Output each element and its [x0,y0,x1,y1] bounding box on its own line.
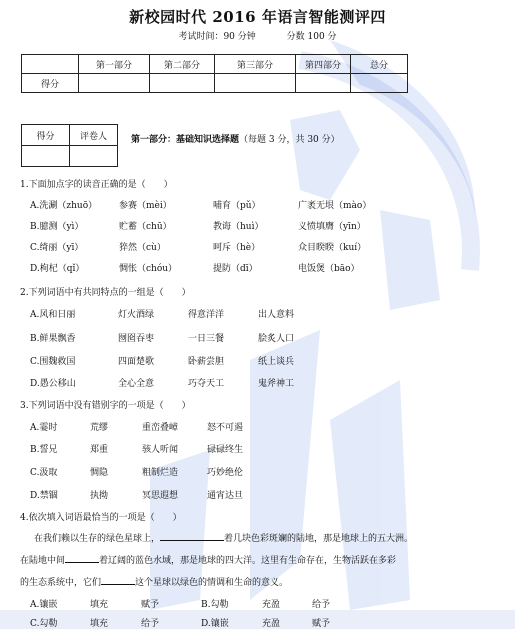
q2-option-c-4: 纸上谈兵 [258,357,295,367]
q2-option-d-3: 巧夺天工 [188,379,225,389]
q3-option-d-1: D.禁锢 [30,491,58,501]
q2-option-c-3: 卧薪尝胆 [188,357,225,367]
q3-option-b-2: 郑重 [90,445,109,455]
q4-blank-3 [101,575,135,585]
score-header-part4: 第四部分 [296,55,351,74]
question-2-stem: 2.下列词语中有共同特点的一组是（ ） [20,288,191,298]
q1-option-a-1: A.洗涮（zhuō） [30,201,98,211]
section-note: （每题 3 分，共 30 分） [239,135,340,145]
q1-option-a-4: 广袤无垠（mào） [298,201,372,211]
q4-option-b-1: B.勾勒 [201,600,229,610]
q4-option-a-1: A.镶嵌 [30,600,58,610]
q3-option-d-2: 执拗 [90,491,109,501]
q2-option-b-2: 囫囵吞枣 [118,334,155,344]
q1-option-c-3: 呵斥（hè） [213,243,261,253]
section-heading [131,132,340,145]
score-table-score-row [22,74,408,93]
q4-option-d-1: D.镶嵌 [201,619,229,629]
q1-option-a-2: 参赛（mèi） [119,201,172,211]
q2-option-d-1: D.愚公移山 [30,379,76,389]
q4-passage-part: 的生态系统中，它们 [20,578,102,588]
score-header-part2: 第二部分 [150,55,215,74]
q2-option-c-1: C.围魏救国 [30,357,76,367]
grader-box [21,124,118,167]
q2-option-d-2: 全心全意 [118,379,155,389]
score-header-part3: 第三部分 [215,55,296,74]
q1-option-b-1: B.臆测（yì） [30,222,84,232]
score-row-label: 得分 [22,74,79,93]
q1-option-d-4: 电饭煲（bāo） [298,264,360,274]
q2-option-d-4: 鬼斧神工 [258,379,295,389]
exam-info [0,29,515,42]
q3-option-b-4: 碌碌终生 [207,445,244,455]
q1-option-c-2: 猝然（cù） [119,243,166,253]
q4-option-c-2: 填充 [90,619,109,629]
section-title: 第一部分：基础知识选择题 [131,135,240,145]
q4-option-a-2: 填充 [90,600,109,610]
q3-option-a-2: 荒缪 [90,423,109,433]
q1-option-d-3: 提防（dī） [213,264,258,274]
question-3-stem: 3.下列词语中没有错别字的一项是（ ） [20,401,191,411]
q4-option-d-2: 充盈 [262,619,281,629]
q3-option-b-1: B.誓兄 [30,445,58,455]
q3-option-a-3: 重峦叠嶂 [142,423,179,433]
q3-option-c-3: 粗制烂造 [142,468,179,478]
q3-option-c-2: 惆隐 [90,468,109,478]
q3-option-a-4: 怒不可遏 [207,423,244,433]
q1-option-b-2: 贮蓄（chū） [119,222,172,232]
score-cell-part2 [150,74,215,93]
grader-name-label: 评卷人 [70,125,118,146]
exam-total-score: 分数 100 分 [286,32,337,42]
score-table [21,54,408,93]
grader-name-cell [70,146,118,167]
q1-option-c-1: C.绮丽（yī） [30,243,84,253]
score-cell-part1 [79,74,150,93]
question-1-stem: 1.下面加点字的读音正确的是（ ） [20,180,173,190]
q4-passage-part: 着辽阔的蓝色水域，那是地球的四大洋。这里有生命存在，生物活跃在多彩 [99,556,397,566]
q2-option-b-3: 一日三餐 [188,334,225,344]
q1-option-a-3: 哺育（pǔ） [213,201,261,211]
q4-blank-2 [65,553,99,563]
score-header-total: 总分 [351,55,408,74]
q4-option-a-3: 赋予 [141,600,160,610]
q1-option-c-4: 众目睽睽（kuí） [298,243,367,253]
q1-option-b-4: 义愤填膺（yīn） [298,222,366,232]
score-table-corner [22,55,79,74]
q2-option-b-1: B.鲜果飘香 [30,334,76,344]
q3-option-c-1: C.汲取 [30,468,58,478]
q4-passage-line-1 [34,531,413,544]
q1-option-b-3: 教诲（huì） [213,222,264,232]
q4-blank-1 [160,531,224,541]
q1-option-d-1: D.枸杞（qǐ） [30,264,85,274]
exam-time: 考试时间：90 分钟 [178,32,256,42]
q2-option-a-3: 得意洋洋 [188,310,225,320]
q3-option-b-3: 骇人听闻 [142,445,179,455]
score-cell-total [351,74,408,93]
q4-passage-part: 着几块色彩斑斓的陆地，那是地球上的五大洲。 [224,534,414,544]
q1-option-d-2: 惆怅（chóu） [119,264,178,274]
q3-option-a-1: A.霎时 [30,423,58,433]
q3-option-d-3: 冥思遐想 [142,491,179,501]
q2-option-a-4: 出人意料 [258,310,295,320]
q3-option-c-4: 巧妙绝伦 [207,468,244,478]
q2-option-c-2: 四面楚歌 [118,357,155,367]
q2-option-a-1: A.风和日丽 [30,310,76,320]
q4-passage-part: 这个星球以绿色的情调和生命的意义。 [135,578,289,588]
q4-passage-part: 在我们赖以生存的绿色星球上， [34,534,161,544]
score-cell-part3 [215,74,296,93]
page-title: 新校园时代 2016 年语言智能测评四 [129,8,386,26]
q4-option-c-3: 给予 [141,619,160,629]
q4-option-d-3: 赋予 [312,619,331,629]
q2-option-b-4: 脍炙人口 [258,334,295,344]
q4-option-b-3: 给予 [312,600,331,610]
score-cell-part4 [296,74,351,93]
q4-option-c-1: C.勾勒 [30,619,58,629]
score-header-part1: 第一部分 [79,55,150,74]
question-4-stem: 4.依次填入词语最恰当的一项是（ ） [20,513,182,523]
score-table-header-row [22,55,408,74]
q2-option-a-2: 灯火酒绿 [118,310,155,320]
q3-option-d-4: 通宵达旦 [207,491,244,501]
grader-score-cell [22,146,70,167]
q4-passage-part: 在陆地中间 [20,556,66,566]
q4-option-b-2: 充盈 [262,600,281,610]
q4-passage-line-2 [20,553,396,566]
grader-score-label: 得分 [22,125,70,146]
q4-passage-line-3 [20,575,288,588]
